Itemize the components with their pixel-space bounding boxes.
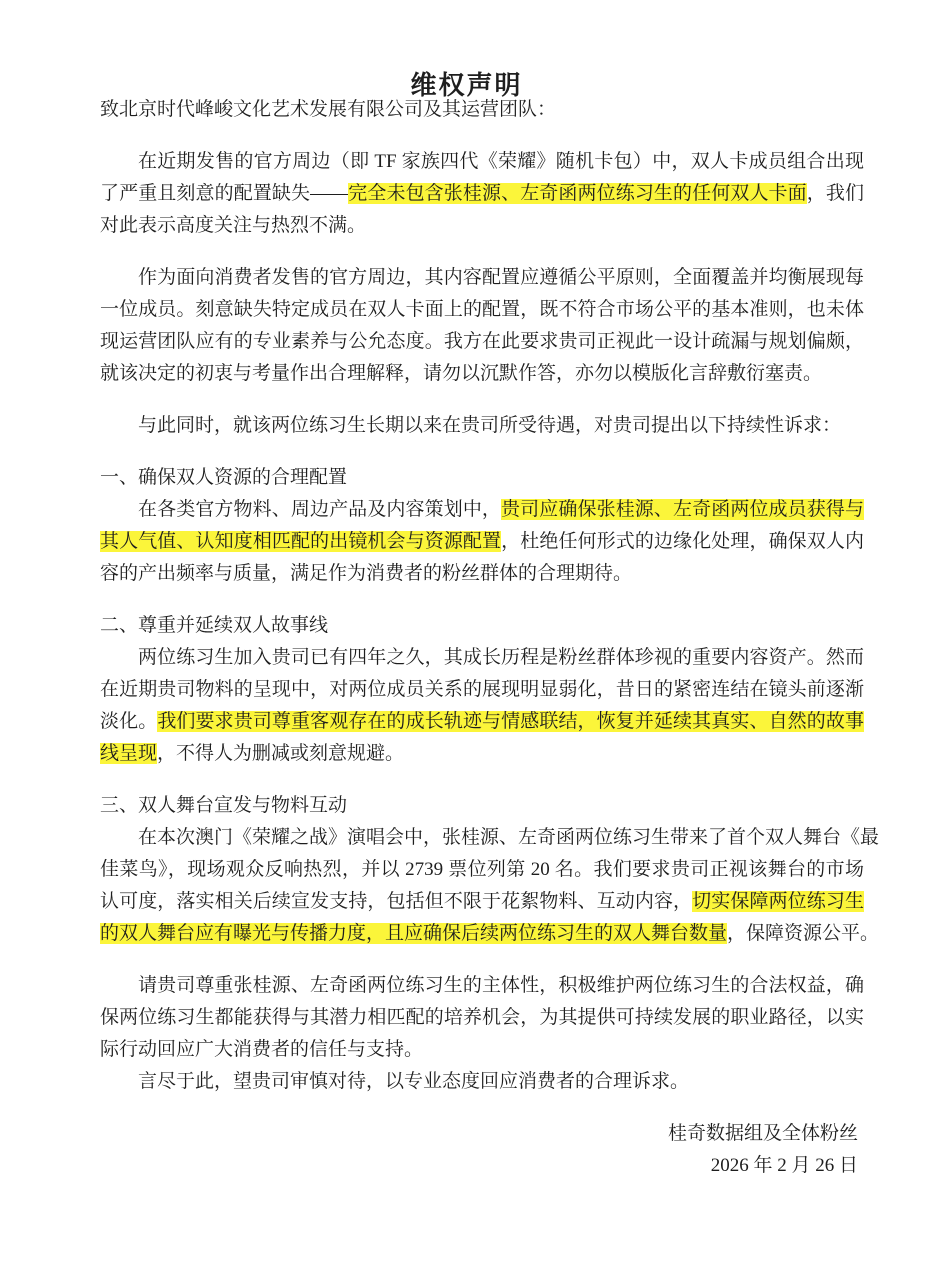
- text-line: [100, 146, 864, 178]
- text-line: [100, 526, 864, 558]
- highlighted-text: 切实保障两位练习生: [692, 891, 864, 912]
- text-line: [100, 642, 864, 674]
- text-segment: 请贵司尊重张桂源、左奇函两位练习生的主体性，积极维护两位练习生的合法权益，确: [138, 975, 864, 996]
- text-line: [100, 1034, 864, 1066]
- text-segment: 一位成员。刻意缺失特定成员在双人卡面上的配置，既不符合市场公平的基本准则，也未体: [100, 299, 864, 320]
- text-line: [100, 294, 864, 326]
- text-line: [100, 854, 864, 886]
- highlighted-text: 其人气值、认知度相匹配的出镜机会与资源配置: [100, 531, 502, 552]
- text-line: [100, 558, 864, 590]
- text-line: [100, 494, 864, 526]
- text-segment: 容的产出频率与质量，满足作为消费者的粉丝群体的合理期待。: [100, 563, 633, 584]
- paragraph: [100, 262, 864, 390]
- section-heading: [100, 462, 864, 494]
- text-line: [100, 706, 864, 738]
- text-line: [100, 326, 864, 358]
- text-segment: 在近期发售的官方周边（即 TF 家族四代《荣耀》随机卡包）中，双人卡成员组合出现: [138, 151, 864, 172]
- text-line: [100, 918, 880, 950]
- text-line: [100, 262, 864, 294]
- document-body: [100, 94, 880, 1182]
- section-heading: [100, 790, 864, 822]
- section-heading: [100, 610, 864, 642]
- text-line: [100, 886, 864, 918]
- text-line: [100, 94, 864, 126]
- section: [100, 462, 864, 590]
- text-line: [100, 1118, 864, 1150]
- text-line: [100, 1150, 864, 1182]
- text-segment: 言尽于此，望贵司审慎对待，以专业态度回应消费者的合理诉求。: [138, 1071, 690, 1092]
- text-segment: 在近期贵司物料的呈现中，对两位成员关系的展现明显弱化，昔日的紧密连结在镜头前逐渐: [100, 679, 864, 700]
- paragraph: [100, 410, 864, 442]
- text-segment: 佳菜鸟》，现场观众反响热烈，并以 2739 票位列第 20 名。我们要求贵司正视该舞台的市场: [100, 859, 864, 880]
- text-segment: ，保障资源公平。: [727, 923, 880, 944]
- text-line: [100, 674, 864, 706]
- text-segment: 现运营团队应有的专业素养与公允态度。我方在此要求贵司正视此一设计疏漏与规划偏颇，: [100, 331, 864, 352]
- text-line: [100, 178, 864, 210]
- text-segment: ，我们: [806, 183, 864, 204]
- document-title: 维权声明: [410, 71, 523, 101]
- text-segment: 在本次澳门《荣耀之战》演唱会中，张桂源、左奇函两位练习生带来了首个双人舞台《最: [138, 827, 880, 848]
- text-line: [100, 210, 864, 242]
- text-segment: 三、双人舞台宣发与物料互动: [100, 795, 348, 816]
- text-line: [100, 970, 864, 1002]
- paragraph: [100, 146, 864, 242]
- text-segment: 保两位练习生都能获得与其潜力相匹配的培养机会，为其提供可持续发展的职业路径，以实: [100, 1007, 864, 1028]
- highlighted-text: 完全未包含张桂源、左奇函两位练习生的任何双人卡面: [348, 183, 807, 204]
- highlighted-text: 线呈现: [100, 743, 158, 764]
- text-line: [100, 1002, 864, 1034]
- text-segment: 两位练习生加入贵司已有四年之久，其成长历程是粉丝群体珍视的重要内容资产。然而: [138, 647, 864, 668]
- text-segment: 在各类官方物料、周边产品及内容策划中，: [138, 499, 502, 520]
- text-segment: 际行动回应广大消费者的信任与支持。: [100, 1039, 424, 1060]
- text-segment: ，杜绝任何形式的边缘化处理，确保双人内: [501, 531, 864, 552]
- section: [100, 790, 880, 950]
- paragraph: [100, 970, 864, 1098]
- text-segment: 作为面向消费者发售的官方周边，其内容配置应遵循公平原则，全面覆盖并均衡展现每: [138, 267, 864, 288]
- text-segment: 二、尊重并延续双人故事线: [100, 615, 329, 636]
- highlighted-text: 我们要求贵司尊重客观存在的成长轨迹与情感联结，恢复并延续其真实、自然的故事: [157, 711, 864, 732]
- text-segment: 认可度，落实相关后续宣发支持，包括但不限于花絮物料、互动内容，: [100, 891, 693, 912]
- text-line: [100, 738, 864, 770]
- text-segment: 与此同时，就该两位练习生长期以来在贵司所受待遇，对贵司提出以下持续性诉求：: [138, 415, 842, 436]
- text-segment: 对此表示高度关注与热烈不满。: [100, 215, 367, 236]
- text-segment: 2026 年 2 月 26 日: [710, 1155, 858, 1176]
- text-segment: 致北京时代峰峻文化艺术发展有限公司及其运营团队：: [100, 99, 557, 120]
- section: [100, 610, 864, 770]
- text-segment: 桂奇数据组及全体粉丝: [667, 1123, 858, 1144]
- highlighted-text: 贵司应确保张桂源、左奇函两位成员获得与: [501, 499, 864, 520]
- text-segment: 了严重且刻意的配置缺失——: [100, 183, 349, 204]
- text-line: [100, 1066, 864, 1098]
- text-segment: ，不得人为删减或刻意规避。: [157, 743, 405, 764]
- text-line: [100, 358, 864, 390]
- text-segment: 淡化。: [100, 711, 158, 732]
- text-segment: 一、确保双人资源的合理配置: [100, 467, 348, 488]
- text-segment: 就该决定的初衷与考量作出合理解释，请勿以沉默作答，亦勿以模版化言辞敷衍塞责。: [100, 363, 823, 384]
- highlighted-text: 的双人舞台应有曝光与传播力度，且应确保后续两位练习生的双人舞台数量: [100, 923, 728, 944]
- signature: [100, 1118, 864, 1182]
- text-line: [100, 822, 880, 854]
- text-line: [100, 410, 864, 442]
- salutation: [100, 94, 864, 126]
